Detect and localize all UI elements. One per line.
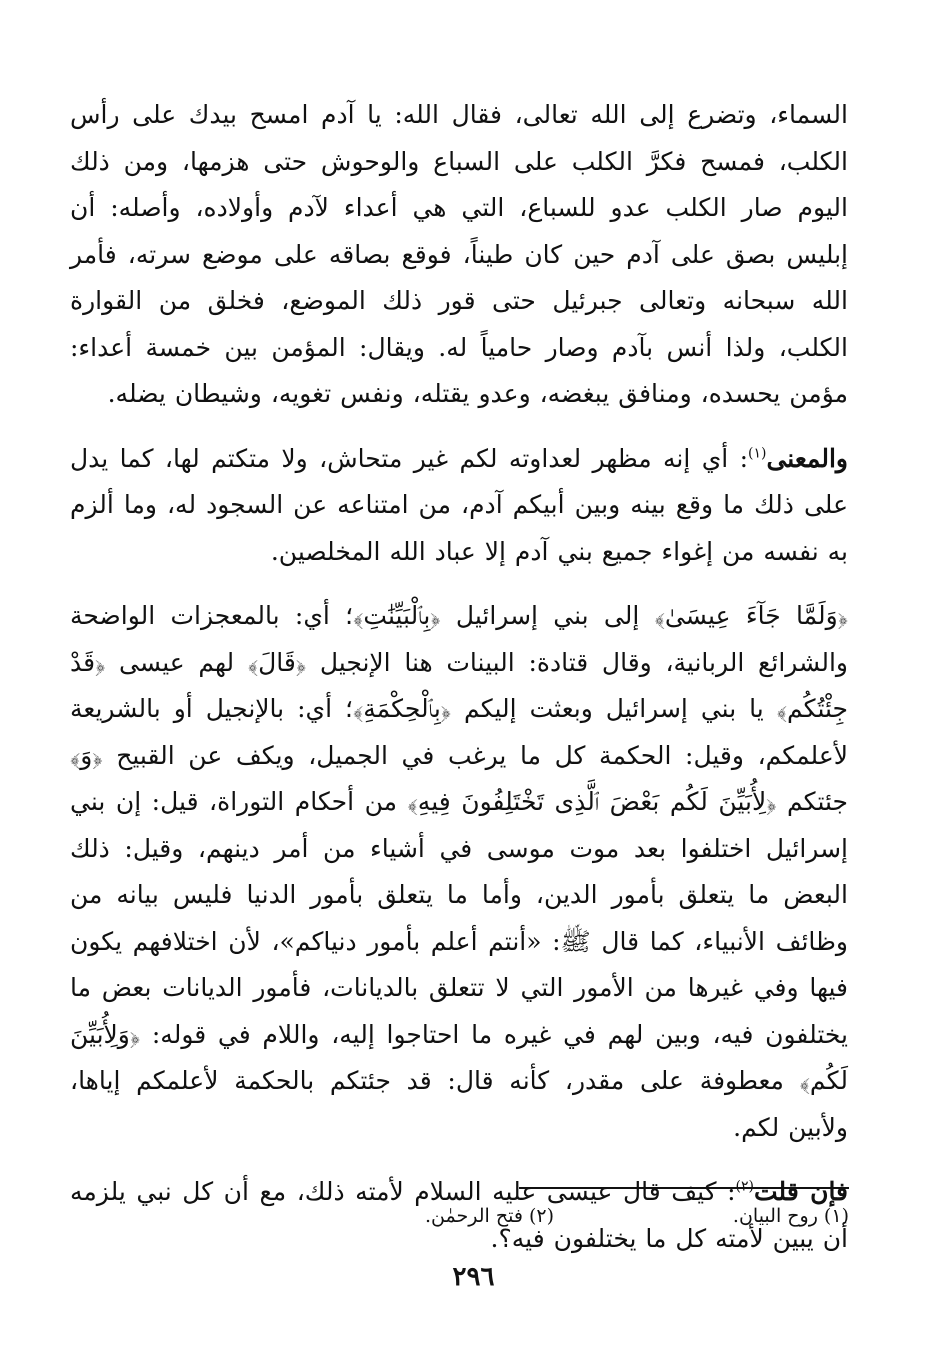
paragraph-2-text: : أي إنه مظهر لعداوته لكم غير متحاش، ولا متكتم لها، كما يدل على ذلك ما وقع بينه وبين أبيكم آدم، من امتناعه عن السجود له، وما ألزم به نفسه من إغواء جميع بني آدم إلا عباد الله المخلصين. [70, 443, 848, 566]
paragraph-1-text: السماء، وتضرع إلى الله تعالى، فقال الله: يا آدم امسح بيدك على رأس الكلب، فمسح فكرَّ الكلب على السباع والوحوش حتى هزمها، ومن ذلك اليوم صار الكلب عدو للسباع، التي هي أعداء لآدم وأولاده، وأصله: أن إبليس بصق على آدم حين كان طيناً، فوقع بصاقه على موضع سرته، فأمر الله سبحانه وتعالى جبرئيل حتى قور ذلك الموضع، فخلق من القوارة الكلب، ولذا أنس بآدم وصار حامياً له. ويقال: المؤمن بين خمسة أعداء: مؤمن يحسده، ومنافق يبغضه، وعدو يقتله، ونفس تغويه، وشيطان يضله. [70, 100, 848, 408]
paragraph-3 [70, 593, 848, 1151]
footnote-1: (١) روح البيان. [732, 1205, 849, 1227]
paragraph-2-lead: والمعنى [766, 443, 848, 473]
paragraph-4-lead: فإن قلت [754, 1177, 849, 1206]
paragraph-1 [70, 92, 848, 418]
page-number: ٢٩٦ [452, 1262, 495, 1292]
footnote-ref-2[interactable]: (٢) [735, 1178, 754, 1195]
footnotes [289, 1205, 849, 1227]
paragraph-2 [70, 436, 848, 576]
footnote-ref-1[interactable]: (١) [748, 445, 767, 462]
footnote-2: (٢) فتح الرحمٰن. [425, 1205, 554, 1227]
paragraph-4-text: : كيف قال عيسى عليه السلام لأمته ذلك، مع أن كل نبي يلزمه أن يبين لأمته كل ما يختلفون فيه؟. [70, 1177, 848, 1253]
page-body [70, 92, 848, 1262]
footnote-separator [519, 1187, 849, 1189]
paragraph-3-text: ﴿وَلَمَّا جَآءَ عِيسَىٰ﴾ إلى بني إسرائيل ﴿بِٱلْبَيِّنَٰتِ﴾؛ أي: بالمعجزات الواضحة والشرائع الربانية، وقال قتادة: البينات هنا الإنجيل ﴿قَالَ﴾ لهم عيسى ﴿قَدْ جِئْتُكُم﴾ يا بني إسرائيل وبعثت إليكم ﴿بِٱلْحِكْمَةِ﴾؛ أي: بالإنجيل أو بالشريعة لأعلمكم، وقيل: الحكمة كل ما يرغب في الجميل، ويكف عن القبيح ﴿وَ﴾ جئتكم ﴿لِأُبَيِّنَ لَكُم بَعْضَ ٱلَّذِى تَخْتَلِفُونَ فِيهِ﴾ من أحكام التوراة، قيل: إن بني إسرائيل اختلفوا بعد موت موسى في أشياء من أمر دينهم، وقيل: ذلك البعض ما يتعلق بأمور الدين، وأما ما يتعلق بأمور الدنيا فليس بيانه من وظائف الأنبياء، كما قال ﷺ: «أنتم أعلم بأمور دنياكم»، لأن اختلافهم يكون فيها وفي غيرها من الأمور التي لا تتعلق بالديانات، فأمور الديانات بعض ما يختلفون فيه، وبين لهم في غيره ما احتاجوا إليه، واللام في قوله: ﴿وَلِأُبَيِّنَ لَكُم﴾ معطوفة على مقدر، كأنه قال: قد جئتكم بالحكمة لأعلمكم إياها، ولأبين لكم. [70, 601, 848, 1142]
